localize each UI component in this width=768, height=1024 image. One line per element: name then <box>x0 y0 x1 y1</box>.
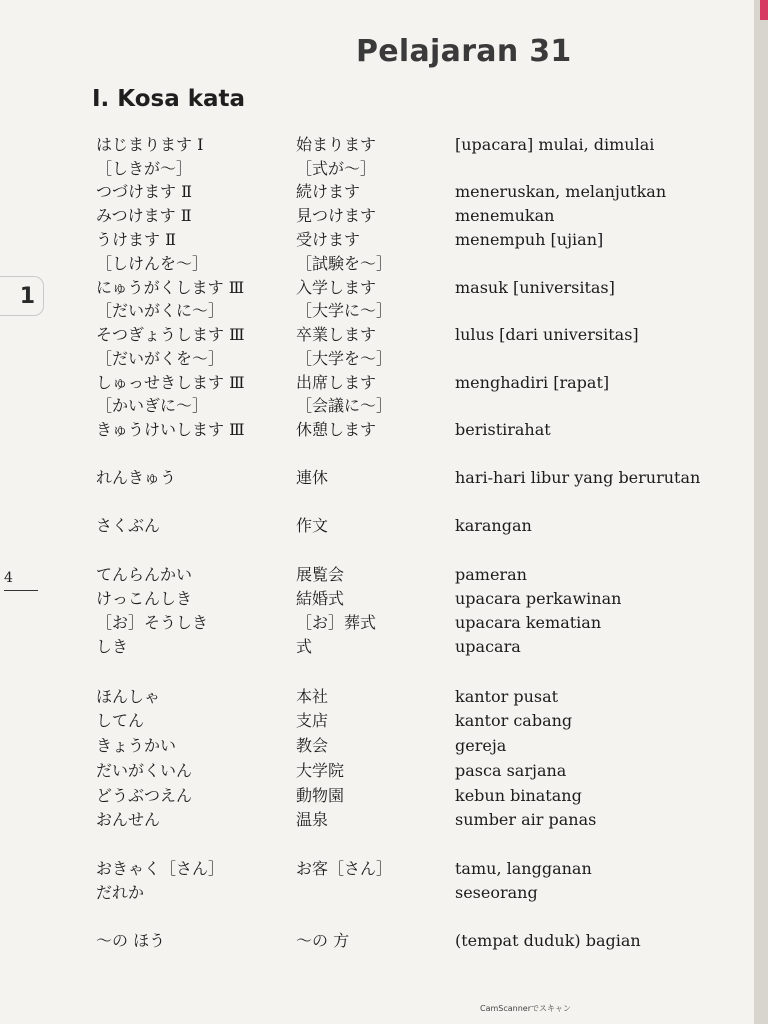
vocab-kana: ［お］そうしき <box>96 613 209 632</box>
side-tab-number: 1 <box>0 276 44 316</box>
vocab-kana: ［かいぎに～］ <box>96 396 209 415</box>
vocab-kanji: 入学します <box>296 278 377 297</box>
vocab-meaning: sumber air panas <box>455 810 597 829</box>
vocab-kana: ～の ほう <box>96 931 166 950</box>
vocab-meaning: kantor cabang <box>455 711 573 730</box>
vocab-kana: おんせん <box>96 810 161 829</box>
vocab-kana: ほんしゃ <box>96 687 161 706</box>
page-title: Pelajaran 31 <box>356 34 572 69</box>
vocab-kanji: ［お］葬式 <box>296 613 377 632</box>
vocab-kanji: ［大学を～］ <box>296 349 393 368</box>
vocab-meaning: pasca sarjana <box>455 761 567 780</box>
vocab-kanji: 出席します <box>296 373 377 392</box>
vocab-kanji: 動物園 <box>296 786 345 805</box>
margin-page-number: 4 <box>4 570 13 586</box>
vocab-meaning: menghadiri [rapat] <box>455 373 610 392</box>
vocab-meaning: upacara kematian <box>455 613 602 632</box>
vocab-kanji: お客［さん］ <box>296 859 393 878</box>
vocab-kanji: ［式が～］ <box>296 159 377 178</box>
vocab-kanji: 続けます <box>296 182 361 201</box>
vocab-kanji: 支店 <box>296 711 329 730</box>
vocab-kana: どうぶつえん <box>96 786 193 805</box>
vocab-kanji: 温泉 <box>296 810 329 829</box>
vocab-meaning: tamu, langganan <box>455 859 592 878</box>
vocab-kana: だれか <box>96 883 145 902</box>
vocab-kanji: ［試験を～］ <box>296 254 393 273</box>
vocab-meaning: beristirahat <box>455 420 551 439</box>
vocab-kana: しき <box>96 637 129 656</box>
vocab-meaning: upacara perkawinan <box>455 589 622 608</box>
vocab-kanji: 結婚式 <box>296 589 345 608</box>
vocab-meaning: upacara <box>455 637 521 656</box>
vocab-kana: にゅうがくします Ⅲ <box>96 278 245 297</box>
vocab-meaning: (tempat duduk) bagian <box>455 931 641 950</box>
vocab-kana: けっこんしき <box>96 589 193 608</box>
vocab-kana: しゅっせきします Ⅲ <box>96 373 245 392</box>
vocab-kana: れんきゅう <box>96 468 177 487</box>
vocab-kanji: ～の 方 <box>296 931 350 950</box>
vocab-kanji: 見つけます <box>296 206 377 225</box>
vocab-meaning: [upacara] mulai, dimulai <box>455 135 655 154</box>
vocab-kanji: 本社 <box>296 687 329 706</box>
vocab-meaning: kebun binatang <box>455 786 582 805</box>
vocab-kanji: 教会 <box>296 736 329 755</box>
vocab-meaning: hari-hari libur yang berurutan <box>455 468 701 487</box>
vocab-meaning: menempuh [ujian] <box>455 230 604 249</box>
scanner-watermark: CamScannerでスキャン <box>480 1004 572 1013</box>
vocab-kanji: 受けます <box>296 230 361 249</box>
vocab-kanji: 連休 <box>296 468 329 487</box>
vocab-meaning: seseorang <box>455 883 538 902</box>
vocab-meaning: karangan <box>455 516 532 535</box>
vocab-kana: ［だいがくを～］ <box>96 349 225 368</box>
vocab-kana: おきゃく［さん］ <box>96 859 225 878</box>
vocab-kanji: 式 <box>296 637 313 656</box>
vocab-kanji: 始まります <box>296 135 377 154</box>
vocab-kana: きょうかい <box>96 736 177 755</box>
vocab-kana: きゅうけいします Ⅲ <box>96 420 245 439</box>
vocab-kanji: ［会議に～］ <box>296 396 393 415</box>
vocab-kana: みつけます Ⅱ <box>96 206 192 225</box>
vocab-kana: ［しけんを～］ <box>96 254 209 273</box>
section-heading: I. Kosa kata <box>92 86 246 112</box>
vocab-kanji: ［大学に～］ <box>296 301 393 320</box>
vocab-kana: つづけます Ⅱ <box>96 182 192 201</box>
vocab-meaning: meneruskan, melanjutkan <box>455 182 667 201</box>
vocab-kana: だいがくいん <box>96 761 193 780</box>
vocab-kanji: 作文 <box>296 516 329 535</box>
vocab-kanji: 卒業します <box>296 325 377 344</box>
vocab-meaning: gereja <box>455 736 507 755</box>
vocab-meaning: pameran <box>455 565 527 584</box>
vocab-meaning: kantor pusat <box>455 687 559 706</box>
vocab-meaning: menemukan <box>455 206 555 225</box>
vocab-meaning: lulus [dari universitas] <box>455 325 639 344</box>
vocab-kana: そつぎょうします Ⅲ <box>96 325 245 344</box>
vocab-kana: うけます Ⅱ <box>96 230 176 249</box>
vocab-kanji: 展覧会 <box>296 565 345 584</box>
vocab-kanji: 休憩します <box>296 420 377 439</box>
vocab-meaning: masuk [universitas] <box>455 278 615 297</box>
vocab-kana: はじまります Ⅰ <box>96 135 204 154</box>
vocab-kana: てんらんかい <box>96 565 193 584</box>
vocab-kanji: 大学院 <box>296 761 345 780</box>
vocab-kana: ［しきが～］ <box>96 159 193 178</box>
vocab-kana: ［だいがくに～］ <box>96 301 225 320</box>
vocab-kana: さくぶん <box>96 516 161 535</box>
vocab-kana: してん <box>96 711 145 730</box>
